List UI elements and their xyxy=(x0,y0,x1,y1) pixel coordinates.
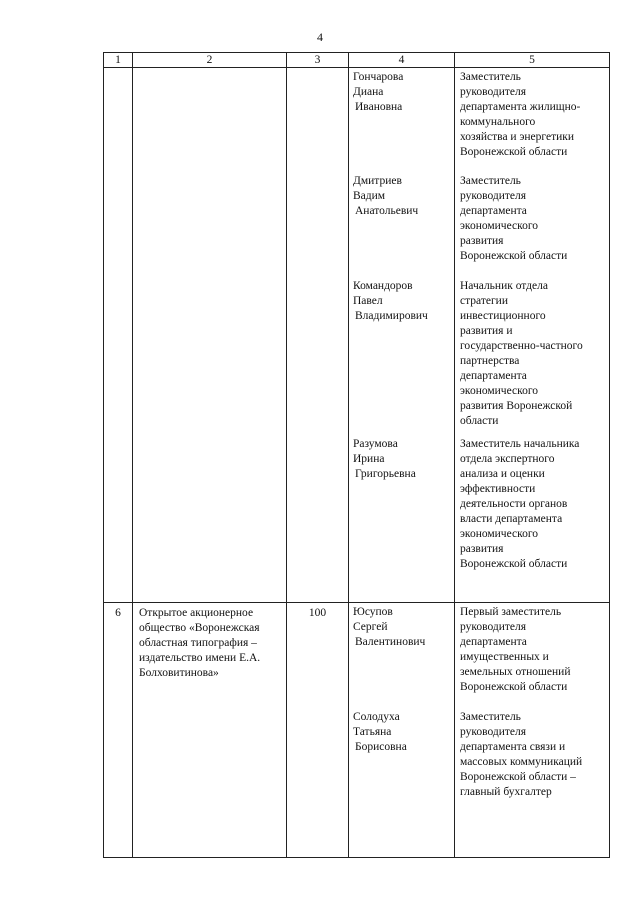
member-position: Заместитель руководителя департамента жилищно- коммунального хозяйства и энергетики Воронежской области xyxy=(460,71,581,158)
member-name: Юсупов Сергей Валентинович xyxy=(353,606,426,648)
organization-name xyxy=(133,68,287,603)
row-number xyxy=(104,68,133,603)
member-name: Дмитриев Вадим Анатольевич xyxy=(353,175,419,217)
table-row xyxy=(104,68,610,603)
table-row xyxy=(104,603,610,858)
members-table xyxy=(103,52,610,858)
member-position: Первый заместитель руководителя департамента имущественных и земельных отношений Воронежской области xyxy=(460,606,571,693)
state-share xyxy=(287,68,349,603)
table-header-row xyxy=(104,53,610,68)
column-header: 5 xyxy=(455,53,610,68)
member-position: Начальник отдела стратегии инвестиционного развития и государственно-частного партнерства департамента экономического развития Воронежской области xyxy=(460,280,583,427)
member-names-cell xyxy=(349,68,455,603)
member-name: Разумова Ирина Григорьевна xyxy=(353,438,416,480)
member-position: Заместитель начальника отдела экспертного анализа и оценки эффективности деятельности органов власти департамента экономического развития Воронежской области xyxy=(460,438,580,570)
state-share: 100 xyxy=(287,603,349,858)
member-name: Солодуха Татьяна Борисовна xyxy=(353,711,407,753)
organization-name: Открытое акционерное общество «Воронежская областная типография – издательство имени Е.А. Болховитинова» xyxy=(133,603,287,858)
member-name: Гончарова Диана Ивановна xyxy=(353,71,404,113)
page-number: 4 xyxy=(317,30,323,44)
member-position: Заместитель руководителя департамента связи и массовых коммуникаций Воронежской области – главный бухгалтер xyxy=(460,711,583,798)
member-names-cell xyxy=(349,603,455,858)
column-header: 1 xyxy=(104,53,133,68)
column-header: 2 xyxy=(133,53,287,68)
member-positions-cell xyxy=(455,68,610,603)
member-name: Командоров Павел Владимирович xyxy=(353,280,428,322)
column-header: 3 xyxy=(287,53,349,68)
column-header: 4 xyxy=(349,53,455,68)
row-number: 6 xyxy=(104,603,133,858)
member-position: Заместитель руководителя департамента экономического развития Воронежской области xyxy=(460,175,568,262)
member-positions-cell xyxy=(455,603,610,858)
